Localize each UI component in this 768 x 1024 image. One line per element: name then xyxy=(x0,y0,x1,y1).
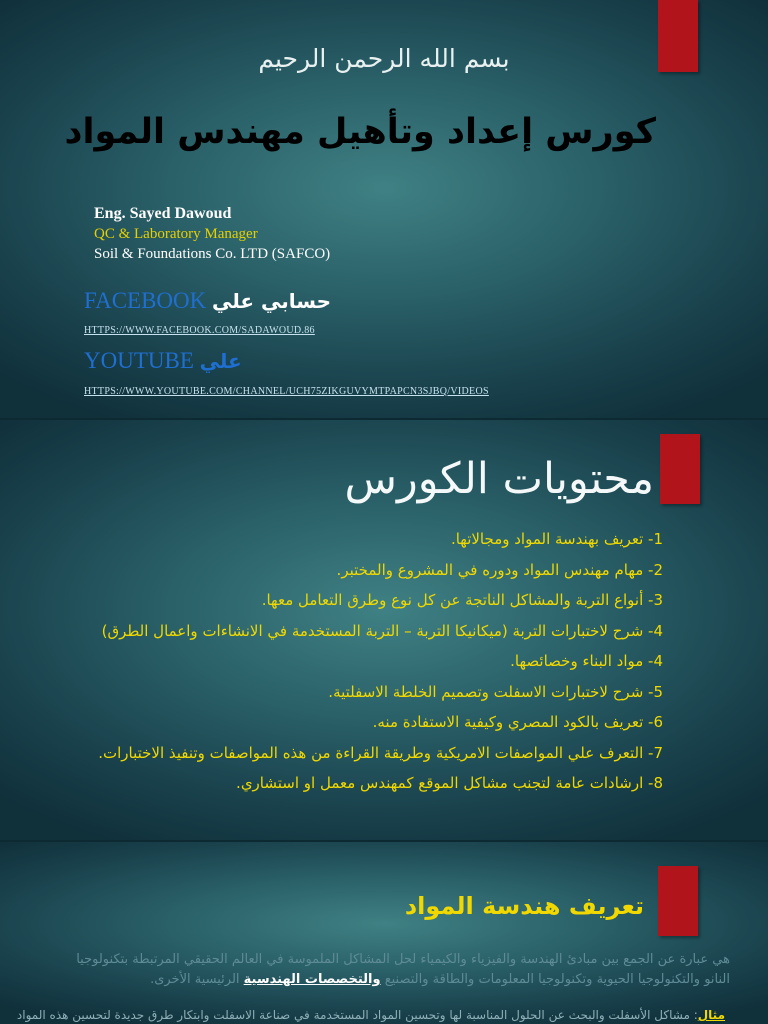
facebook-heading xyxy=(84,288,331,314)
basmala: بسم الله الرحمن الرحيم xyxy=(258,44,510,73)
course-title: كورس إعداد وتأهيل مهندس المواد xyxy=(64,112,656,152)
list-item: 4- مواد البناء وخصائصها. xyxy=(510,652,663,670)
facebook-label-ar: حسابي علي xyxy=(212,289,332,313)
slide-definition xyxy=(0,842,768,1024)
author-role: QC & Laboratory Manager xyxy=(94,226,258,242)
facebook-link[interactable]: HTTPS://WWW.FACEBOOK.COM/SADAWOUD.86 xyxy=(84,325,315,336)
list-item: 5- شرح لاختبارات الاسفلت وتصميم الخلطة الاسفلتية. xyxy=(328,682,663,701)
contents-list xyxy=(60,524,663,799)
contents-title: محتويات الكورس xyxy=(344,454,654,504)
youtube-heading xyxy=(84,348,242,374)
list-item: 8- ارشادات عامة لتجنب مشاكل الموقع كمهندس معمل او استشاري. xyxy=(236,774,663,792)
definition-emphasis: والتخصصات الهندسية xyxy=(243,972,381,987)
definition-text: هي عبارة عن الجمع بين مبادئ الهندسة والفيزياء والكيمياء لحل المشاكل الملموسة في العالم الحقيقي المرتبطة بتكنولوجيا النانو والتكنولوجيا الحيوية وتكنولوجيا المعلومات والطاقة والتصنيع xyxy=(76,952,730,987)
youtube-link[interactable]: HTTPS://WWW.YOUTUBE.COM/CHANNEL/UCH75ZIKGUVYMTPAPCN3SJBQ/VIDEOS xyxy=(84,386,489,397)
definition-body xyxy=(70,950,730,990)
slide-contents xyxy=(0,420,768,840)
definition-title: تعريف هندسة المواد xyxy=(404,892,644,920)
example-label: مثال xyxy=(697,1008,725,1022)
list-item: 1- تعريف بهندسة المواد ومجالاتها. xyxy=(450,530,663,548)
accent-bar xyxy=(660,434,700,504)
youtube-label-ar: علي xyxy=(199,349,242,373)
list-item: 3- أنواع التربة والمشاكل الناتجة عن كل نوع وطرق التعامل معها. xyxy=(261,591,663,609)
example-text: : مشاكل الأسفلت والبحث عن الحلول المناسبة لها وتحسين المواد المستخدمة في صناعة الاسفلت وابتكار طرق جديدة لتحسين هذه المواد xyxy=(16,1008,698,1022)
definition-example xyxy=(16,1008,725,1022)
accent-bar xyxy=(658,866,698,936)
youtube-label: YOUTUBE xyxy=(84,348,194,373)
author-name: Eng. Sayed Dawoud xyxy=(94,205,232,222)
slide-title xyxy=(0,0,768,418)
list-item: 6- تعريف بالكود المصري وكيفية الاستفادة منه. xyxy=(372,713,663,731)
list-item: 4- شرح لاختبارات التربة (ميكانيكا التربة – التربة المستخدمة في الانشاءات واعمال الطرق) xyxy=(101,621,663,640)
facebook-label: FACEBOOK xyxy=(84,288,207,313)
author-company: Soil & Foundations Co. LTD (SAFCO) xyxy=(94,246,331,262)
definition-text-end: الرئيسية الأخرى. xyxy=(150,972,244,987)
list-item: 7- التعرف علي المواصفات الامريكية وطريقة القراءة من هذه المواصفات وتنفيذ الاختبارات. xyxy=(98,743,663,762)
list-item: 2- مهام مهندس المواد ودوره في المشروع والمختبر. xyxy=(336,560,663,579)
author-block xyxy=(94,204,330,264)
